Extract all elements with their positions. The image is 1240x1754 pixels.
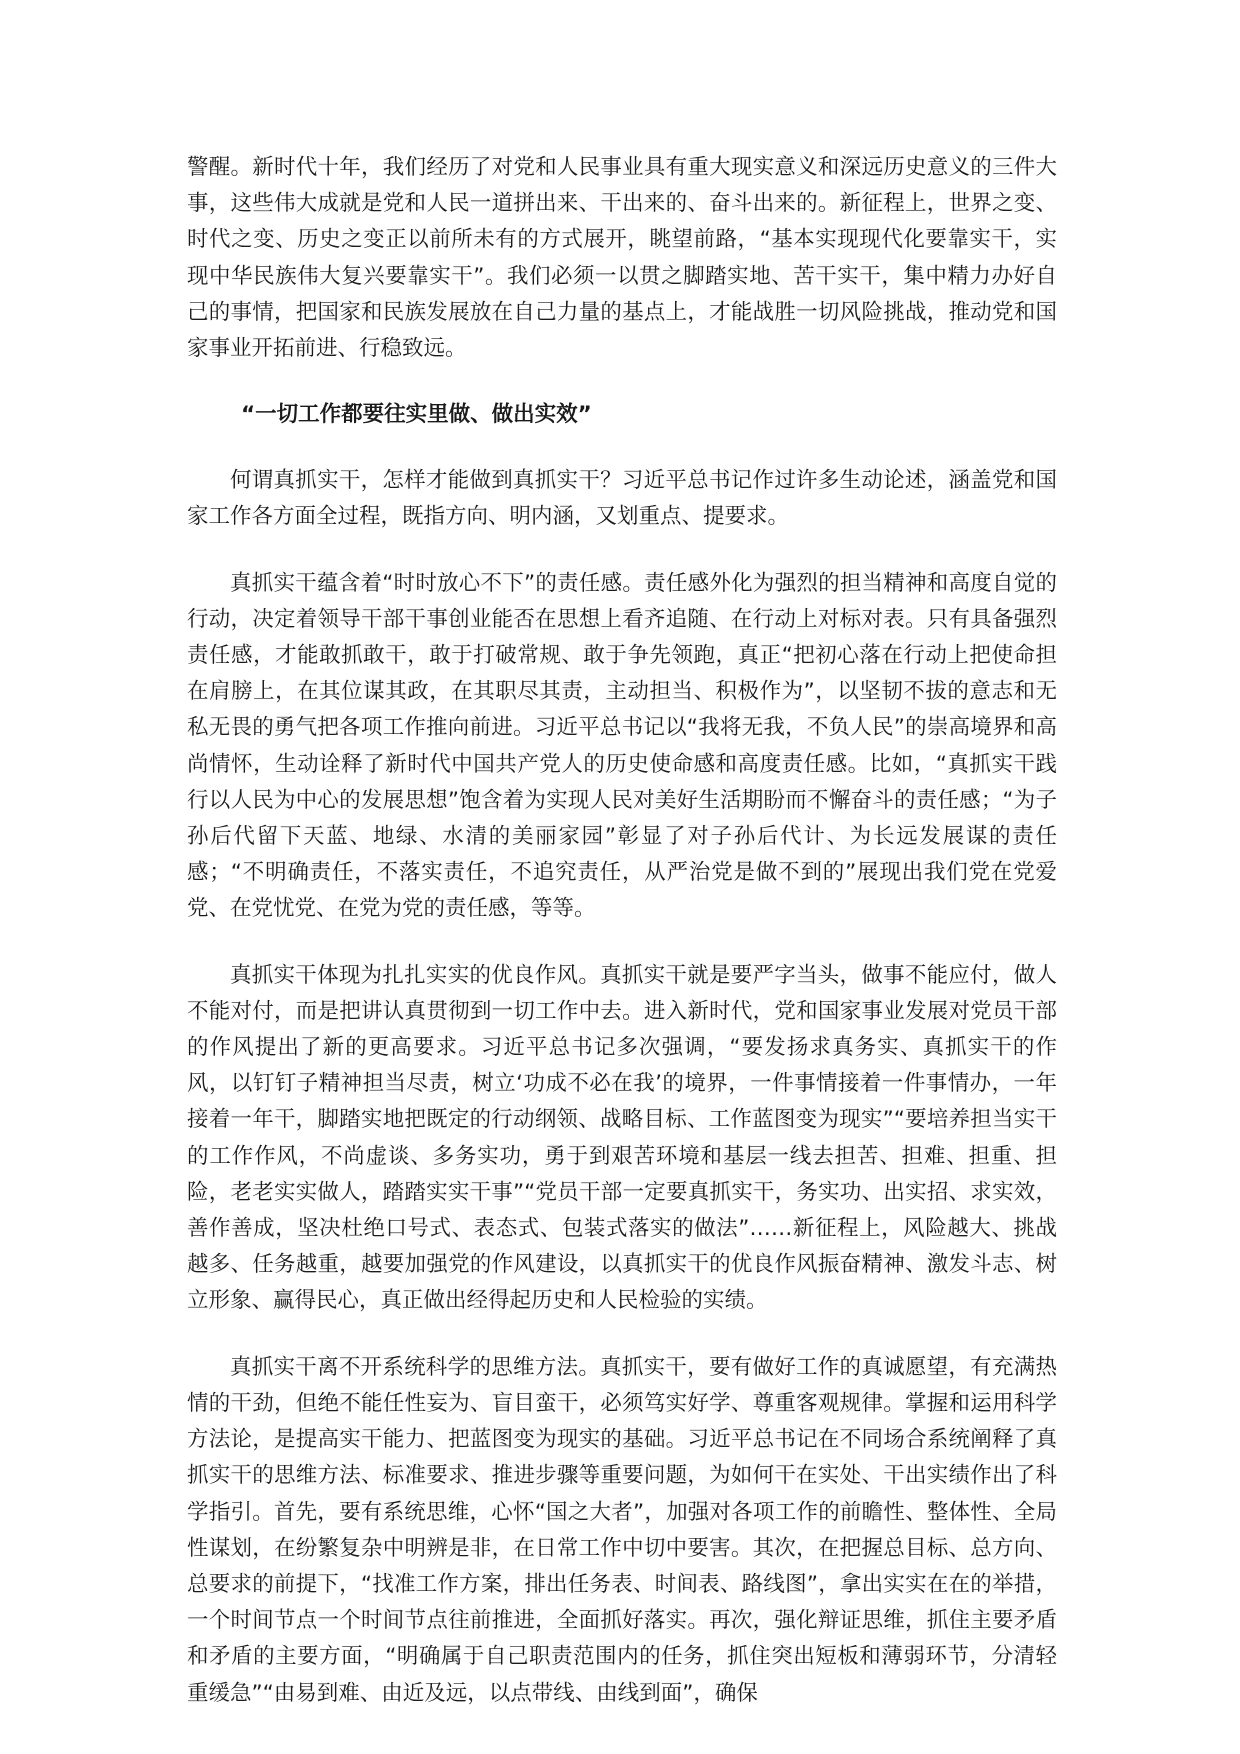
section-heading: “一切工作都要往实里做、做出实效” (241, 402, 592, 428)
paragraph-responsibility: 真抓实干蕴含着“时时放心不下”的责任感。责任感外化为强烈的担当精神和高度自觉的行动，决定着领导干部干事创业能否在思想上看齐追随、在行动上对标对表。只有具备强烈责任感，才能敢抓敢干，敢于打破常规、敢于争先领跑，真正“把初心落在行动上把使命担在肩膀上，在其位谋其政，在其职尽其责，主动担当、积极作为”，以坚韧不拔的意志和无私无畏的勇气把各项工作推向前进。习近平总书记以“我将无我，不负人民”的崇高境界和高尚情怀，生动诠释了新时代中国共产党人的历史使命感和高度责任感。比如，“真抓实干践行以人民为中心的发展思想”饱含着为实现人民对美好生活期盼而不懈奋斗的责任感；“为子孙后代留下天蓝、地绿、水清的美丽家园”彰显了对子孙后代计、为长远发展谋的责任感；“不明确责任，不落实责任，不追究责任，从严治党是做不到的”展现出我们党在党爱党、在党忧党、在党为党的责任感，等等。 (187, 570, 1057, 922)
paragraph-what-is-real-work: 何谓真抓实干，怎样才能做到真抓实干？习近平总书记作过许多生动论述，涵盖党和国家工作各方面全过程，既指方向、明内涵，又划重点、提要求。 (187, 468, 1057, 530)
paragraph-continued: 警醒。新时代十年，我们经历了对党和人民事业具有重大现实意义和深远历史意义的三件大事，这些伟大成就是党和人民一道拼出来、干出来的、奋斗出来的。新征程上，世界之变、时代之变、历史之变正以前所未有的方式展开，眺望前路，“基本实现现代化要靠实干，实现中华民族伟大复兴要靠实干”。我们必须一以贯之脚踏实地、苦干实干，集中精力办好自己的事情，把国家和民族发展放在自己力量的基点上，才能战胜一切风险挑战，推动党和国家事业开拓前进、行稳致远。 (187, 155, 1057, 362)
paragraph-thinking-method: 真抓实干离不开系统科学的思维方法。真抓实干，要有做好工作的真诚愿望，有充满热情的干劲，但绝不能任性妄为、盲目蛮干，必须笃实好学、尊重客观规律。掌握和运用科学方法论，是提高实干能力、把蓝图变为现实的基础。习近平总书记在不同场合系统阐释了真抓实干的思维方法、标准要求、推进步骤等重要问题，为如何干在实处、干出实绩作出了科学指引。首先，要有系统思维，心怀“国之大者”，加强对各项工作的前瞻性、整体性、全局性谋划，在纷繁复杂中明辨是非，在日常工作中切中要害。其次，在把握总目标、总方向、总要求的前提下，“找准工作方案，排出任务表、时间表、路线图”，拿出实实在在的举措，一个时间节点一个时间节点往前推进，全面抓好落实。再次，强化辩证思维，抓住主要矛盾和矛盾的主要方面，“明确属于自己职责范围内的任务，抓住突出短板和薄弱环节，分清轻重缓急”“由易到难、由近及远，以点带线、由线到面”，确保 (187, 1354, 1057, 1706)
paragraph-work-style: 真抓实干体现为扎扎实实的优良作风。真抓实干就是要严字当头，做事不能应付，做人不能对付，而是把讲认真贯彻到一切工作中去。进入新时代，党和国家事业发展对党员干部的作风提出了新的更高要求。习近平总书记多次强调，“要发扬求真务实、真抓实干的作风，以钉钉子精神担当尽责，树立‘功成不必在我’的境界，一件事情接着一件事情办，一年接着一年干，脚踏实地把既定的行动纲领、战略目标、工作蓝图变为现实”“要培养担当实干的工作作风，不尚虚谈、多务实功，勇于到艰苦环境和基层一线去担苦、担难、担重、担险，老老实实做人，踏踏实实干事”“党员干部一定要真抓实干，务实功、出实招、求实效，善作善成，坚决杜绝口号式、表态式、包装式落实的做法”……新征程上，风险越大、挑战越多、任务越重，越要加强党的作风建设，以真抓实干的优良作风振奋精神、激发斗志、树立形象、赢得民心，真正做出经得起历史和人民检验的实绩。 (187, 962, 1057, 1314)
document-page (187, 150, 1057, 1742)
